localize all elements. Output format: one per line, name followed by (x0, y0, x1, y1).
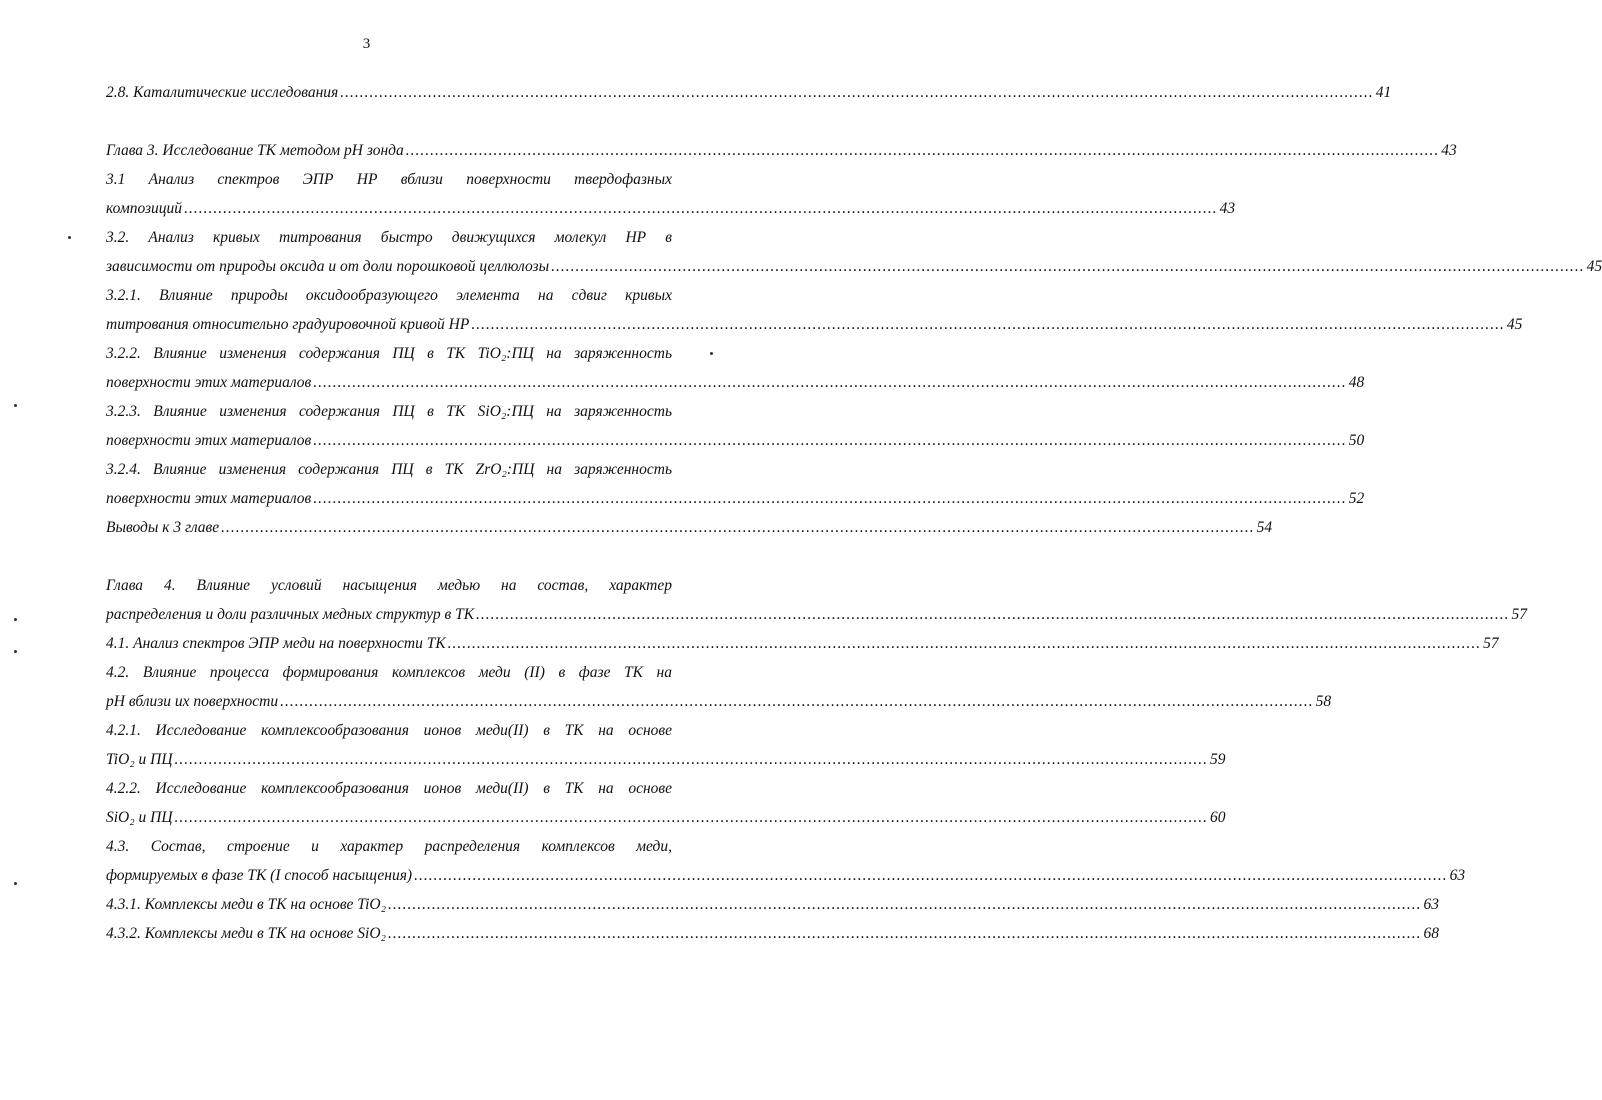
page-number: 3 (362, 36, 371, 52)
dot-leader (388, 919, 1422, 948)
toc-entry-page-number: 52 (1348, 490, 1365, 507)
toc-entry-page-number: 45 (1506, 316, 1523, 333)
toc-entry[interactable] (106, 397, 1365, 455)
dot-leader (471, 310, 1505, 339)
scan-speck (14, 404, 17, 407)
dot-leader (340, 78, 1374, 107)
toc-entry-title-line: 4.2. Влияние процесса формирования комплексов меди (II) в фазе ТК на (106, 664, 672, 681)
toc-entry-title: SiO₂ и ПЦ (106, 809, 173, 826)
toc-entry-title-line: 4.2.1. Исследование комплексообразования ионов меди(II) в ТК на основе (106, 722, 672, 739)
dot-leader (476, 600, 1510, 629)
dot-leader (406, 136, 1440, 165)
toc-entry[interactable] (106, 78, 1392, 107)
dot-leader (175, 745, 1209, 774)
toc-entry-page-number: 48 (1348, 374, 1365, 391)
toc-entry-title-line: 3.2.4. Влияние изменения содержания ПЦ в ТК ZrO₂:ПЦ на заряженность (106, 461, 672, 478)
toc-entry-title: зависимости от природы оксида и от доли порошковой целлюлозы (106, 258, 550, 275)
dot-leader (388, 890, 1422, 919)
toc-entry-title: поверхности этих материалов (106, 490, 312, 507)
dot-leader (448, 629, 1482, 658)
scan-speck (710, 352, 713, 355)
toc-entry-title: 4.1. Анализ спектров ЭПР меди на поверхности ТК (106, 635, 446, 652)
toc-entry[interactable] (106, 455, 1365, 513)
scan-speck (14, 650, 17, 653)
toc-entry-title-line: 4.2.2. Исследование комплексообразования ионов меди(II) в ТК на основе (106, 780, 672, 797)
toc-entry-title: 2.8. Каталитические исследования (106, 84, 339, 101)
toc-entry-page-number: 58 (1315, 693, 1332, 710)
toc-entry-title: pH вблизи их поверхности (106, 693, 279, 710)
toc-entry-page-number: 57 (1483, 635, 1499, 652)
section-spacer (106, 107, 672, 136)
table-of-contents (106, 78, 1602, 948)
toc-entry-page-number: 57 (1511, 606, 1527, 623)
toc-entry-title: композиций (106, 200, 183, 217)
scan-speck (14, 618, 17, 621)
toc-entry-page-number: 45 (1586, 258, 1602, 275)
toc-entry-page-number: 41 (1375, 84, 1392, 101)
toc-entry-title: 4.3.2. Комплексы меди в ТК на основе SiO₂ (106, 925, 386, 942)
toc-entry-title: Глава 3. Исследование ТК методом pH зонда (106, 142, 404, 159)
dot-leader (221, 513, 1255, 542)
toc-entry-title-line: 3.2.1. Влияние природы оксидообразующего элемента на сдвиг кривых (106, 287, 672, 304)
toc-entry-page-number: 43 (1441, 142, 1457, 159)
toc-entry[interactable] (106, 658, 1332, 716)
scan-speck (14, 882, 17, 885)
toc-entry[interactable] (106, 136, 1457, 165)
toc-entry-page-number: 68 (1423, 925, 1439, 942)
toc-entry[interactable] (106, 629, 1499, 658)
toc-entry-title: поверхности этих материалов (106, 432, 312, 449)
toc-entry[interactable] (106, 513, 1273, 542)
section-spacer (106, 542, 672, 571)
toc-entry[interactable] (106, 919, 1439, 948)
toc-entry[interactable] (106, 223, 1602, 281)
toc-entry-title: Выводы к 3 главе (106, 519, 220, 536)
toc-entry-title: формируемых в фазе ТК (I способ насыщения) (106, 867, 413, 884)
toc-entry-title: 4.3.1. Комплексы меди в ТК на основе TiO₂ (106, 896, 386, 913)
toc-entry-page-number: 54 (1256, 519, 1273, 536)
toc-entry-title-line: Глава 4. Влияние условий насыщения медью на состав, характер (106, 577, 672, 594)
dot-leader (313, 426, 1347, 455)
toc-entry[interactable] (106, 890, 1439, 919)
toc-entry[interactable] (106, 774, 1226, 832)
toc-entry-title: распределения и доли различных медных структур в ТК (106, 606, 474, 623)
toc-entry-page-number: 63 (1449, 867, 1466, 884)
toc-entry-page-number: 50 (1348, 432, 1365, 449)
toc-entry[interactable] (106, 165, 1236, 223)
scan-speck (68, 236, 71, 239)
dot-leader (551, 252, 1585, 281)
toc-entry-title: поверхности этих материалов (106, 374, 312, 391)
toc-entry[interactable] (106, 571, 1527, 629)
toc-entry-page-number: 43 (1219, 200, 1236, 217)
toc-entry[interactable] (106, 339, 1365, 397)
dot-leader (313, 484, 1347, 513)
toc-entry-title-line: 4.3. Состав, строение и характер распределения комплексов меди, (106, 838, 672, 855)
toc-entry-title-line: 3.2. Анализ кривых титрования быстро движущихся молекул НР в (106, 229, 672, 246)
toc-entry-page-number: 63 (1423, 896, 1439, 913)
dot-leader (414, 861, 1448, 890)
toc-entry[interactable] (106, 832, 1466, 890)
toc-entry-title-line: 3.2.2. Влияние изменения содержания ПЦ в ТК TiO₂:ПЦ на заряженность (106, 345, 672, 362)
toc-entry-page-number: 59 (1210, 751, 1226, 768)
toc-entry[interactable] (106, 716, 1226, 774)
dot-leader (280, 687, 1314, 716)
toc-entry-title: титрования относительно градуировочной кривой НР (106, 316, 470, 333)
toc-entry-title-line: 3.1 Анализ спектров ЭПР НР вблизи поверхности твердофазных (106, 171, 672, 188)
toc-entry-title-line: 3.2.3. Влияние изменения содержания ПЦ в ТК SiO₂:ПЦ на заряженность (106, 403, 672, 420)
toc-entry-title: TiO₂ и ПЦ (106, 751, 173, 768)
toc-entry-page-number: 60 (1210, 809, 1226, 826)
toc-entry[interactable] (106, 281, 1523, 339)
dot-leader (313, 368, 1347, 397)
dot-leader (184, 194, 1218, 223)
dot-leader (175, 803, 1209, 832)
